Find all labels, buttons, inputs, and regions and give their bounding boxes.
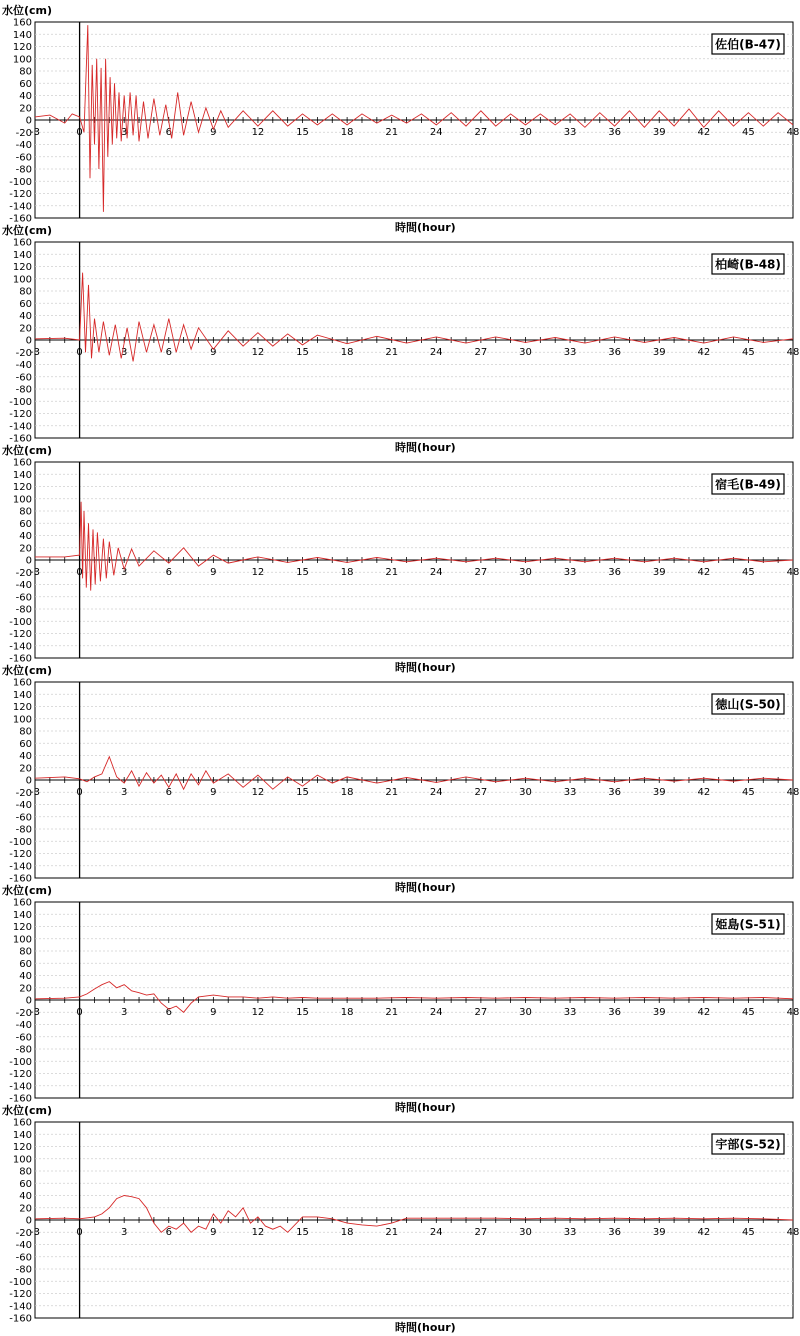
y-tick-label: 60: [19, 738, 32, 750]
y-tick-label: -40: [15, 1240, 32, 1251]
x-tick-label: 18: [340, 347, 354, 358]
x-tick-label: 24: [429, 347, 443, 358]
x-tick-label: 42: [697, 1227, 711, 1238]
x-tick-label: 3: [120, 787, 128, 798]
y-tick-label: 60: [19, 78, 32, 90]
x-tick-label: 39: [652, 567, 666, 578]
y-tick-label: 100: [12, 1154, 32, 1166]
y-tick-label: -40: [15, 1020, 32, 1031]
chart-svg: [0, 884, 800, 1104]
x-tick-label: 18: [340, 127, 354, 138]
x-tick-label: 42: [697, 787, 711, 798]
y-tick-label: 100: [12, 274, 32, 286]
x-axis-label: 時間(hour): [395, 1321, 456, 1334]
y-tick-label: 80: [19, 506, 32, 518]
y-tick-label: -60: [15, 1032, 32, 1044]
y-tick-label: 140: [12, 1129, 32, 1141]
x-tick-label: 39: [652, 787, 666, 798]
x-tick-label: 12: [251, 1007, 265, 1018]
x-tick-label: 30: [519, 567, 532, 578]
y-tick-label: -80: [15, 604, 32, 616]
x-tick-label: -3: [30, 1007, 40, 1018]
y-tick-label: 140: [12, 909, 32, 921]
y-tick-label: 80: [19, 66, 32, 78]
x-tick-label: 21: [385, 787, 399, 798]
x-tick-label: 0: [76, 1227, 83, 1238]
x-tick-label: 45: [742, 567, 755, 578]
y-tick-label: -80: [15, 164, 32, 176]
y-tick-label: 0: [25, 775, 32, 787]
y-tick-label: 120: [12, 702, 32, 713]
x-tick-label: 33: [563, 567, 577, 578]
y-tick-label: -100: [9, 396, 32, 408]
x-tick-label: 12: [251, 347, 265, 358]
x-tick-label: 18: [340, 787, 354, 798]
y-tick-label: -140: [9, 1081, 32, 1093]
x-tick-label: 45: [742, 787, 755, 798]
y-tick-label: 160: [12, 237, 32, 249]
y-tick-label: -80: [15, 824, 32, 836]
x-tick-label: 39: [652, 347, 666, 358]
series-line: [35, 273, 793, 362]
x-tick-label: 3: [120, 1007, 128, 1018]
y-tick-label: -80: [15, 1264, 32, 1276]
series-line: [35, 1196, 793, 1233]
y-tick-label: 60: [19, 298, 32, 310]
x-tick-label: 12: [251, 787, 265, 798]
x-tick-label: 39: [652, 1227, 666, 1238]
x-tick-label: 6: [165, 347, 172, 358]
y-axis-label: 水位(cm): [2, 444, 53, 457]
y-axis-label: 水位(cm): [2, 224, 53, 237]
y-tick-label: -40: [15, 800, 32, 811]
y-tick-label: 80: [19, 946, 32, 958]
x-tick-label: 9: [210, 127, 217, 138]
x-tick-label: 15: [296, 1227, 309, 1238]
x-axis-label: 時間(hour): [395, 881, 456, 894]
y-tick-label: -140: [9, 1301, 32, 1313]
x-tick-label: 27: [474, 1227, 488, 1238]
x-tick-label: 33: [563, 127, 577, 138]
x-tick-label: 12: [251, 567, 265, 578]
x-tick-label: 3: [120, 127, 128, 138]
x-tick-label: 36: [608, 127, 622, 138]
y-tick-label: -120: [9, 409, 32, 420]
y-tick-label: 100: [12, 714, 32, 726]
y-tick-label: -20: [15, 127, 32, 139]
y-tick-label: 0: [25, 335, 32, 347]
x-tick-label: 45: [742, 347, 755, 358]
chart-panel-3: [0, 444, 800, 674]
x-tick-label: 45: [742, 1007, 755, 1018]
x-tick-label: 21: [385, 567, 399, 578]
y-tick-label: 80: [19, 286, 32, 298]
x-tick-label: 15: [296, 1007, 309, 1018]
station-label: 姫島(S-51): [715, 917, 781, 932]
y-tick-label: -60: [15, 1252, 32, 1264]
x-tick-label: 48: [786, 1227, 800, 1238]
y-tick-label: -40: [15, 360, 32, 371]
y-tick-label: 20: [19, 323, 32, 335]
y-tick-label: 160: [12, 897, 32, 909]
y-tick-label: 120: [12, 482, 32, 493]
y-tick-label: 20: [19, 1203, 32, 1215]
x-tick-label: 30: [519, 1227, 532, 1238]
chart-panel-5: [0, 884, 800, 1114]
x-tick-label: 36: [608, 787, 622, 798]
x-tick-label: 33: [563, 787, 577, 798]
x-tick-label: 30: [519, 127, 532, 138]
x-tick-label: 27: [474, 1007, 488, 1018]
y-tick-label: 40: [19, 531, 32, 542]
y-tick-label: -160: [9, 873, 32, 885]
y-axis-label: 水位(cm): [2, 664, 53, 677]
y-tick-label: 140: [12, 249, 32, 261]
chart-panel-1: [0, 4, 800, 234]
x-tick-label: 30: [519, 347, 532, 358]
x-tick-label: 24: [429, 1227, 443, 1238]
station-label: 徳山(S-50): [715, 697, 781, 712]
x-tick-label: 6: [165, 1007, 172, 1018]
y-tick-label: -160: [9, 1093, 32, 1105]
x-tick-label: 42: [697, 127, 711, 138]
x-tick-label: 27: [474, 567, 488, 578]
y-tick-label: 80: [19, 1166, 32, 1178]
x-tick-label: 27: [474, 347, 488, 358]
y-tick-label: -20: [15, 1227, 32, 1239]
x-tick-label: 15: [296, 347, 309, 358]
x-tick-label: 48: [786, 567, 800, 578]
y-tick-label: -160: [9, 653, 32, 665]
x-tick-label: 9: [210, 567, 217, 578]
x-tick-label: -3: [30, 347, 40, 358]
x-tick-label: 6: [165, 127, 172, 138]
y-tick-label: 160: [12, 1117, 32, 1129]
x-tick-label: 15: [296, 787, 309, 798]
y-tick-label: -80: [15, 1044, 32, 1056]
x-tick-label: 27: [474, 127, 488, 138]
y-tick-label: 60: [19, 518, 32, 530]
y-tick-label: -20: [15, 1007, 32, 1019]
y-tick-label: 140: [12, 29, 32, 41]
station-label: 宿毛(B-49): [715, 477, 781, 492]
y-tick-label: 0: [25, 1215, 32, 1227]
y-tick-label: 60: [19, 958, 32, 970]
x-axis-label: 時間(hour): [395, 1101, 456, 1114]
series-line: [35, 982, 793, 1013]
x-tick-label: 42: [697, 1007, 711, 1018]
y-tick-label: -80: [15, 384, 32, 396]
x-axis-label: 時間(hour): [395, 221, 456, 234]
x-tick-label: 48: [786, 347, 800, 358]
x-tick-label: 3: [120, 567, 128, 578]
x-tick-label: 39: [652, 127, 666, 138]
series-line: [35, 25, 793, 212]
y-axis-label: 水位(cm): [2, 1104, 53, 1117]
x-tick-label: 48: [786, 1007, 800, 1018]
x-tick-label: 3: [120, 1227, 128, 1238]
chart-panel-6: [0, 1104, 800, 1334]
series-line: [35, 502, 793, 591]
x-tick-label: 12: [251, 1227, 265, 1238]
y-tick-label: 160: [12, 457, 32, 469]
y-tick-label: -160: [9, 433, 32, 445]
y-tick-label: -20: [15, 567, 32, 579]
y-tick-label: -140: [9, 641, 32, 653]
x-tick-label: 9: [210, 787, 217, 798]
x-tick-label: 45: [742, 1227, 755, 1238]
y-tick-label: 20: [19, 543, 32, 555]
y-tick-label: -160: [9, 213, 32, 225]
y-tick-label: -60: [15, 592, 32, 604]
x-tick-label: 9: [210, 1227, 217, 1238]
x-tick-label: 36: [608, 347, 622, 358]
y-tick-label: -140: [9, 201, 32, 213]
y-tick-label: -100: [9, 836, 32, 848]
y-tick-label: 80: [19, 726, 32, 738]
x-tick-label: 0: [76, 1007, 83, 1018]
y-tick-label: 40: [19, 751, 32, 762]
x-tick-label: 33: [563, 1007, 577, 1018]
station-label: 宇部(S-52): [715, 1137, 781, 1152]
y-tick-label: -100: [9, 1276, 32, 1288]
y-axis-label: 水位(cm): [2, 4, 53, 17]
x-tick-label: 36: [608, 1227, 622, 1238]
y-tick-label: -60: [15, 812, 32, 824]
x-tick-label: 9: [210, 347, 217, 358]
y-tick-label: -140: [9, 861, 32, 873]
y-tick-label: 40: [19, 311, 32, 322]
y-tick-label: 120: [12, 922, 32, 933]
x-tick-label: 24: [429, 567, 443, 578]
x-tick-label: 18: [340, 1007, 354, 1018]
y-tick-label: 0: [25, 555, 32, 567]
y-tick-label: 160: [12, 677, 32, 689]
y-tick-label: -40: [15, 580, 32, 591]
y-tick-label: 20: [19, 983, 32, 995]
x-tick-label: 0: [76, 567, 83, 578]
x-tick-label: 15: [296, 127, 309, 138]
y-axis-label: 水位(cm): [2, 884, 53, 897]
chart-svg: [0, 664, 800, 884]
y-tick-label: 120: [12, 1142, 32, 1153]
y-tick-label: -160: [9, 1313, 32, 1325]
station-label: 佐伯(B-47): [715, 37, 781, 52]
chart-panel-2: [0, 224, 800, 454]
x-tick-label: 33: [563, 1227, 577, 1238]
x-tick-label: 36: [608, 567, 622, 578]
x-tick-label: 42: [697, 567, 711, 578]
y-tick-label: -120: [9, 1289, 32, 1300]
y-tick-label: 60: [19, 1178, 32, 1190]
y-tick-label: 100: [12, 934, 32, 946]
x-tick-label: 15: [296, 567, 309, 578]
y-tick-label: 100: [12, 54, 32, 66]
x-tick-label: 6: [165, 787, 172, 798]
chart-svg: [0, 4, 800, 224]
x-tick-label: 21: [385, 347, 399, 358]
x-tick-label: 24: [429, 127, 443, 138]
y-tick-label: -120: [9, 629, 32, 640]
y-tick-label: 40: [19, 91, 32, 102]
x-tick-label: 30: [519, 1007, 532, 1018]
y-tick-label: 20: [19, 103, 32, 115]
x-tick-label: -3: [30, 127, 40, 138]
x-tick-label: 45: [742, 127, 755, 138]
y-tick-label: -120: [9, 1069, 32, 1080]
x-tick-label: 36: [608, 1007, 622, 1018]
y-tick-label: 120: [12, 262, 32, 273]
y-tick-label: 140: [12, 689, 32, 701]
x-tick-label: 0: [76, 127, 83, 138]
x-tick-label: 18: [340, 567, 354, 578]
chart-svg: [0, 1104, 800, 1324]
chart-panel-4: [0, 664, 800, 894]
y-tick-label: -40: [15, 140, 32, 151]
series-line: [35, 757, 793, 790]
y-tick-label: 100: [12, 494, 32, 506]
x-tick-label: 21: [385, 1227, 399, 1238]
y-tick-label: -100: [9, 1056, 32, 1068]
y-tick-label: 160: [12, 17, 32, 29]
x-tick-label: 0: [76, 787, 83, 798]
y-tick-label: 40: [19, 1191, 32, 1202]
station-label: 柏崎(B-48): [715, 257, 781, 272]
x-tick-label: 3: [120, 347, 128, 358]
x-tick-label: 6: [165, 567, 172, 578]
x-tick-label: 24: [429, 787, 443, 798]
y-tick-label: -120: [9, 849, 32, 860]
y-tick-label: -60: [15, 152, 32, 164]
y-tick-label: -20: [15, 347, 32, 359]
y-tick-label: 0: [25, 115, 32, 127]
x-tick-label: 21: [385, 1007, 399, 1018]
x-tick-label: 33: [563, 347, 577, 358]
x-tick-label: 12: [251, 127, 265, 138]
x-axis-label: 時間(hour): [395, 661, 456, 674]
chart-svg: [0, 224, 800, 444]
x-tick-label: 42: [697, 347, 711, 358]
x-tick-label: 0: [76, 347, 83, 358]
x-tick-label: 39: [652, 1007, 666, 1018]
y-tick-label: -100: [9, 176, 32, 188]
x-tick-label: 18: [340, 1227, 354, 1238]
x-tick-label: 21: [385, 127, 399, 138]
y-tick-label: 20: [19, 763, 32, 775]
x-tick-label: -3: [30, 787, 40, 798]
x-tick-label: 48: [786, 787, 800, 798]
x-tick-label: 27: [474, 787, 488, 798]
y-tick-label: 40: [19, 971, 32, 982]
y-tick-label: -60: [15, 372, 32, 384]
x-tick-label: 9: [210, 1007, 217, 1018]
x-axis-label: 時間(hour): [395, 441, 456, 454]
y-tick-label: 140: [12, 469, 32, 481]
x-tick-label: -3: [30, 1227, 40, 1238]
chart-svg: [0, 444, 800, 664]
x-tick-label: 6: [165, 1227, 172, 1238]
x-tick-label: 48: [786, 127, 800, 138]
x-tick-label: -3: [30, 567, 40, 578]
x-tick-label: 30: [519, 787, 532, 798]
y-tick-label: 0: [25, 995, 32, 1007]
x-tick-label: 24: [429, 1007, 443, 1018]
y-tick-label: -140: [9, 421, 32, 433]
y-tick-label: -20: [15, 787, 32, 799]
y-tick-label: 120: [12, 42, 32, 53]
y-tick-label: -120: [9, 189, 32, 200]
y-tick-label: -100: [9, 616, 32, 628]
